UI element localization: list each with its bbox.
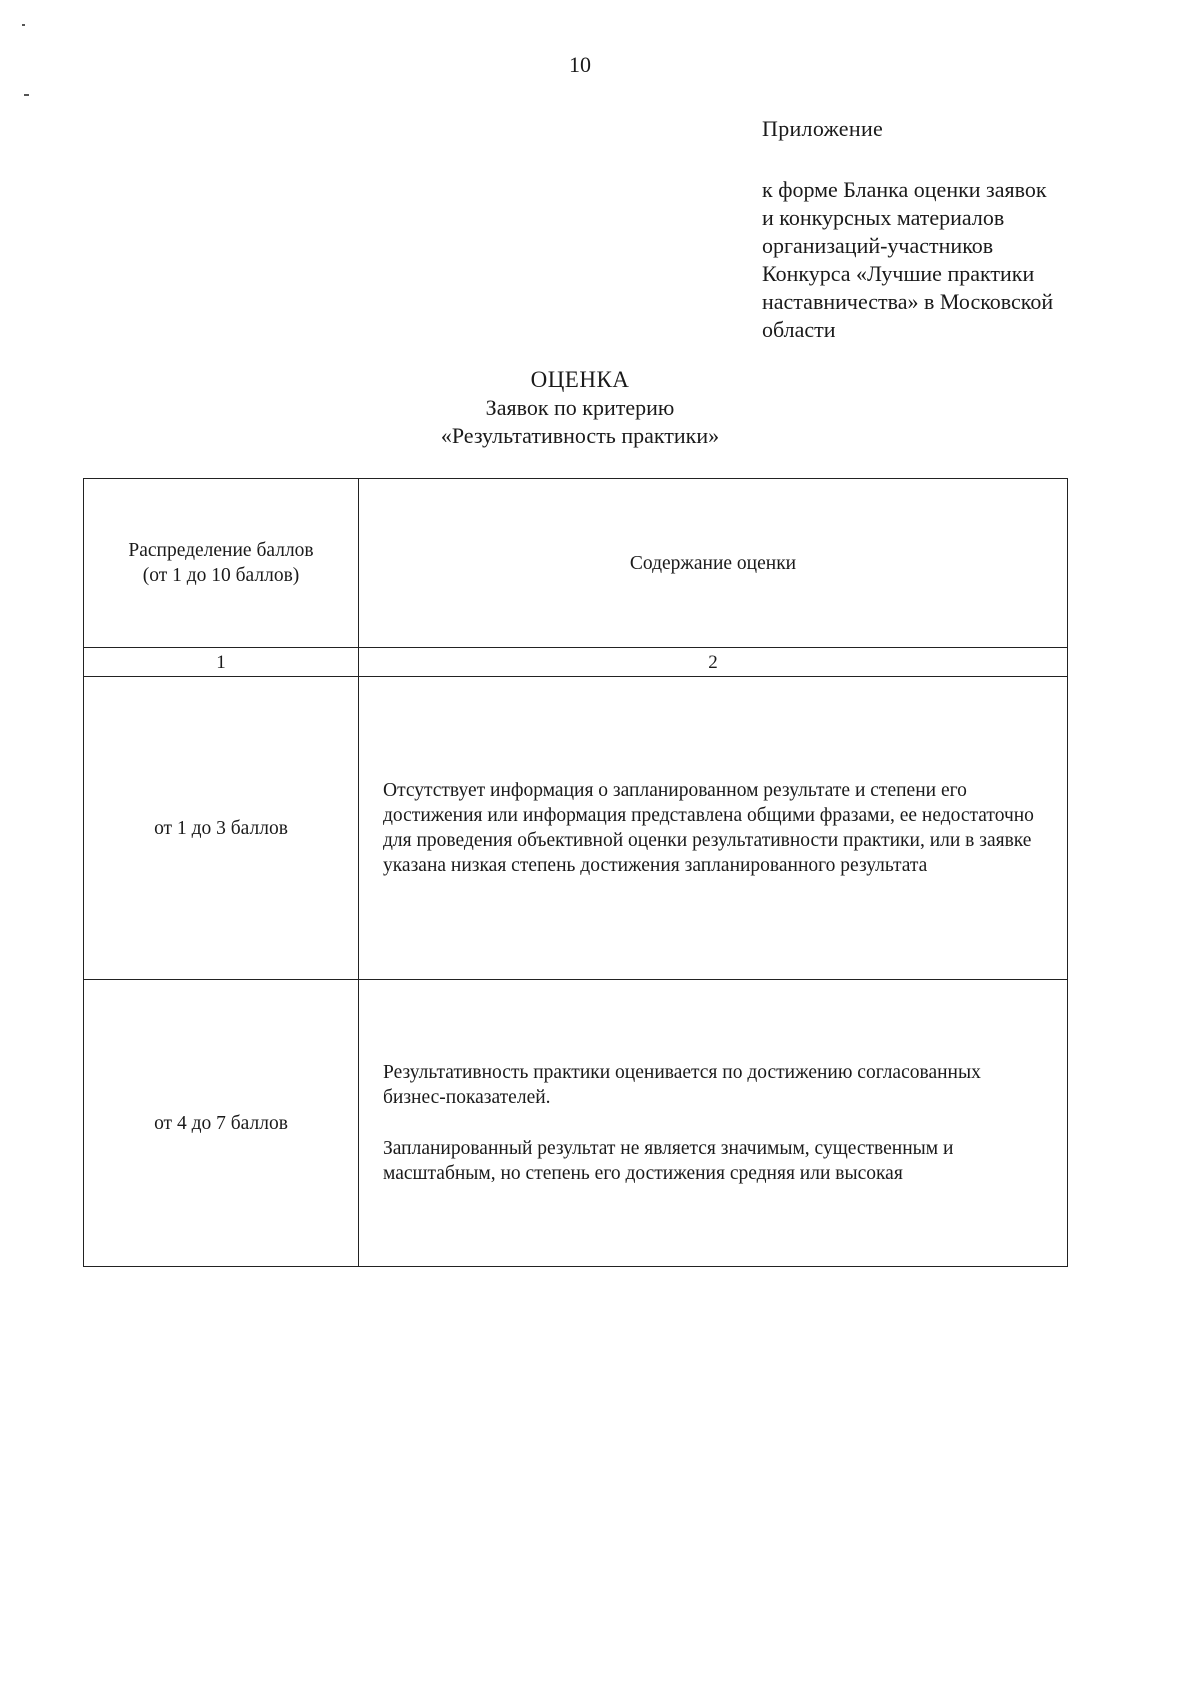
- table-row: [84, 677, 1068, 980]
- column-number-2: 2: [359, 648, 1068, 677]
- assessment-content: [359, 980, 1068, 1267]
- table-header-row: [84, 479, 1068, 648]
- table-row: [84, 980, 1068, 1267]
- column-number-1: 1: [84, 648, 359, 677]
- score-range: от 4 до 7 баллов: [84, 980, 359, 1267]
- title-main: ОЦЕНКА: [530, 367, 630, 392]
- document-title: [0, 366, 1160, 450]
- score-range: от 1 до 3 баллов: [84, 677, 359, 980]
- assessment-paragraph: Отсутствует информация о запланированном результате и степени его достижения или информация представлена общими фразами, ее недостаточно для проведения объективной оценки результативности практики, или в заявке указана низкая степень достижения запланированного результата: [383, 780, 1034, 876]
- scan-speck: [24, 94, 29, 96]
- header-assessment-content: Содержание оценки: [359, 479, 1068, 648]
- scan-speck: [22, 24, 25, 26]
- assessment-content: [359, 677, 1068, 980]
- title-line-3: «Результативность практики»: [440, 423, 720, 448]
- appendix-description: к форме Бланка оценки заявок и конкурсных материалов организаций-участников Конкурса «Лучшие практики наставничества» в Московской области: [762, 177, 1054, 342]
- assessment-paragraph: Результативность практики оценивается по достижению согласованных бизнес-показателей.: [383, 1062, 981, 1108]
- score-table: [83, 478, 1068, 1267]
- header-score-distribution: [84, 479, 359, 648]
- page-number: 10: [569, 52, 591, 77]
- header-score-distribution-text: Распределение баллов (от 1 до 10 баллов): [128, 540, 314, 586]
- table-number-row: [84, 648, 1068, 677]
- appendix-label: Приложение: [762, 116, 884, 141]
- title-line-2: Заявок по критерию: [485, 395, 675, 420]
- assessment-paragraph: Запланированный результат не является значимым, существенным и масштабным, но степень его достижения средняя или высокая: [383, 1138, 954, 1184]
